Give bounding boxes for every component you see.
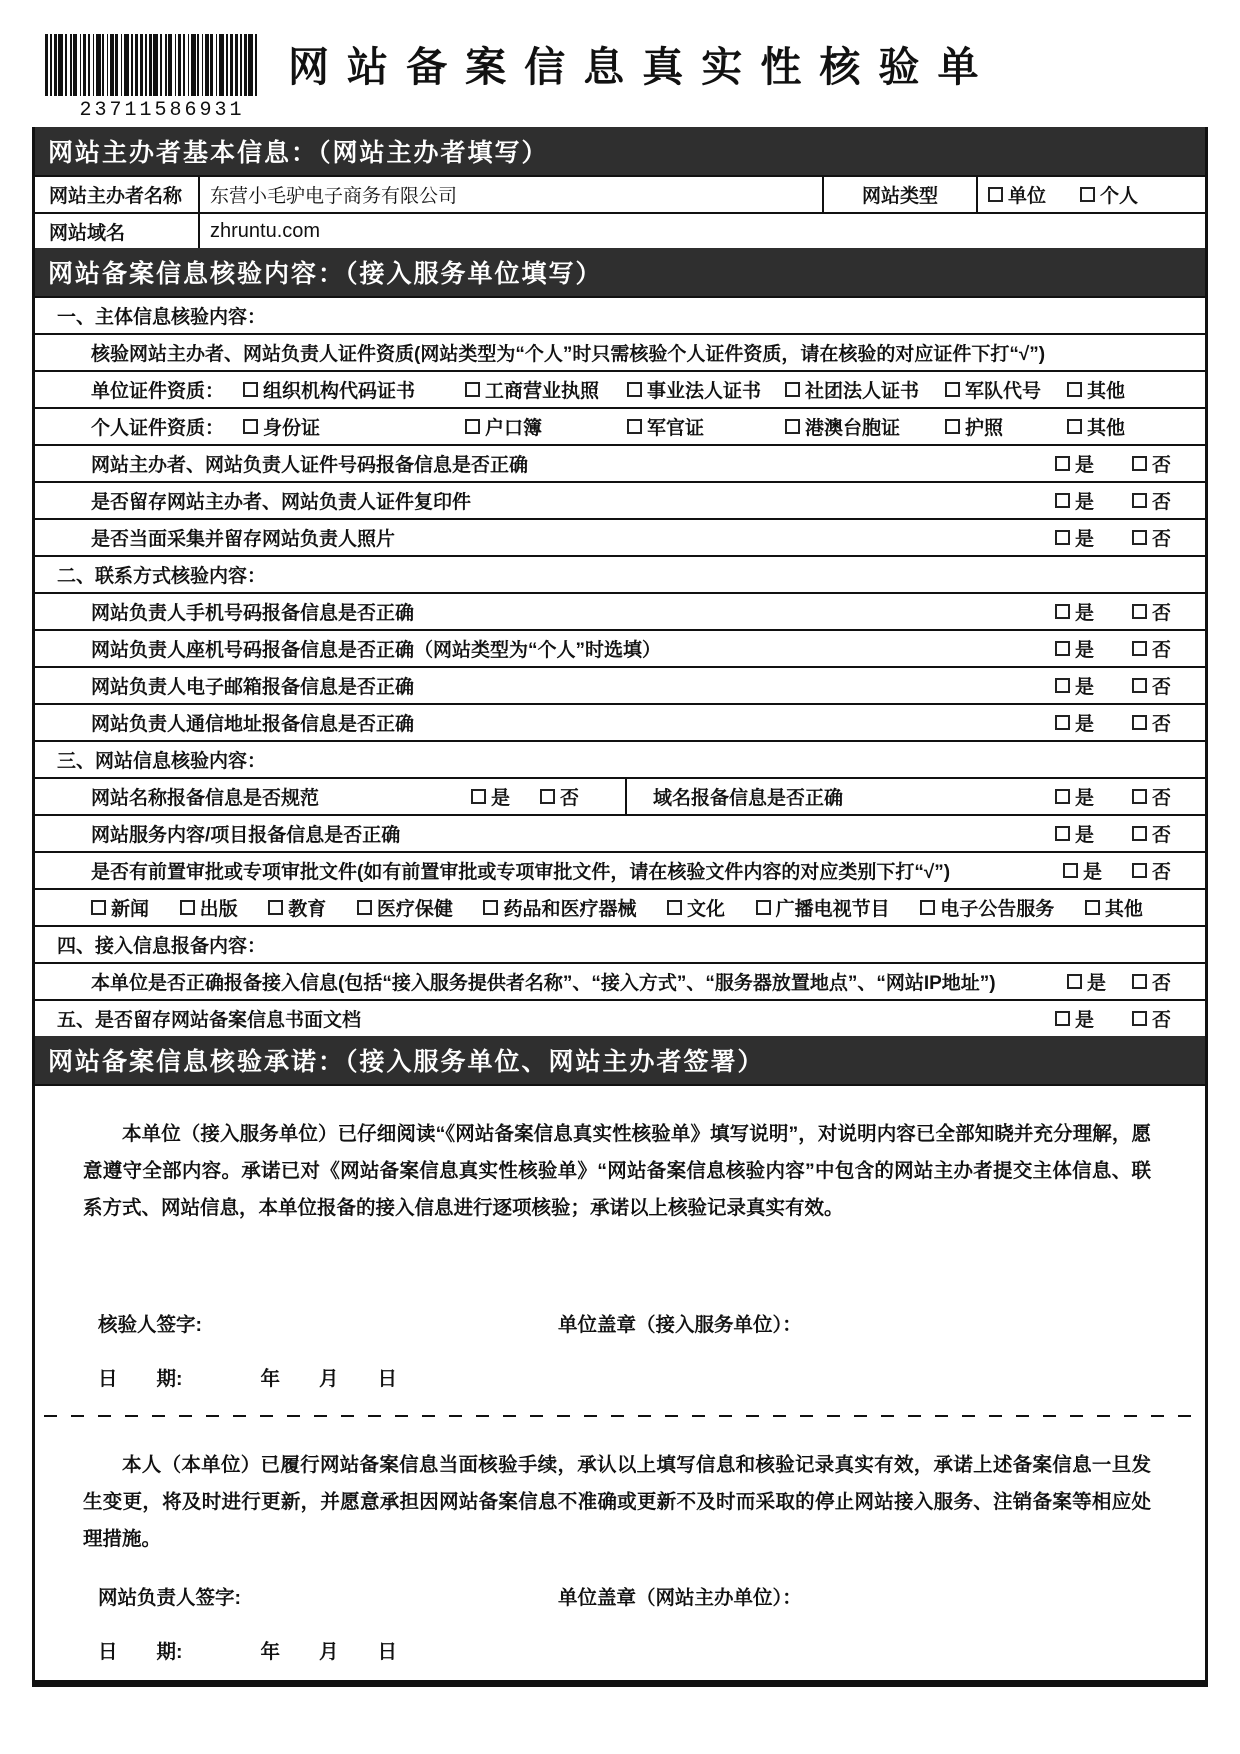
personal-cert-option: 护照 <box>965 418 1004 439</box>
checkbox-yes[interactable] <box>1067 974 1082 989</box>
checkbox-cat-other[interactable] <box>1085 900 1100 915</box>
checkbox-yes[interactable] <box>1055 826 1070 841</box>
question-text: 网站负责人手机号码报备信息是否正确 <box>91 603 415 624</box>
unit-cert-option: 军队代号 <box>965 381 1042 402</box>
question-text: 五、是否留存网站备案信息书面文档 <box>57 1010 362 1031</box>
checkbox-cat-broadcast[interactable] <box>756 900 771 915</box>
checkbox-yes[interactable] <box>471 789 486 804</box>
no-label: 否 <box>1151 1010 1171 1031</box>
category-option: 文化 <box>687 899 726 920</box>
checkbox-unit-cert-social-org[interactable] <box>785 382 800 397</box>
checkbox-cat-pharma[interactable] <box>483 900 498 915</box>
form-header <box>45 28 1208 124</box>
checkbox-no[interactable] <box>1132 456 1147 471</box>
personal-cert-option: 港澳台胞证 <box>805 418 901 439</box>
isp-seal-label[interactable]: 单位盖章（接入服务单位）： <box>558 1314 802 1336</box>
question-text: 是否当面采集并留存网站负责人照片 <box>91 529 396 550</box>
question-text: 网站负责人通信地址报备信息是否正确 <box>91 714 415 735</box>
category-option: 电子公告服务 <box>940 899 1055 920</box>
yes-label: 是 <box>1082 862 1102 883</box>
yes-label: 是 <box>1074 1010 1094 1031</box>
domain-label: 网站域名 <box>49 222 126 244</box>
site-manager-signature-label[interactable]: 网站负责人签字: <box>98 1587 241 1609</box>
site-type-label: 网站类型 <box>822 177 976 212</box>
heading-website-info: 三、网站信息核验内容： <box>35 740 1205 777</box>
no-label: 否 <box>1151 862 1171 883</box>
checkbox-type-unit[interactable] <box>988 187 1003 202</box>
heading-access-info: 四、接入信息报备内容： <box>35 925 1205 962</box>
no-label: 否 <box>1151 492 1171 513</box>
checkbox-unit-cert-org-code[interactable] <box>243 382 258 397</box>
personal-cert-option: 身份证 <box>263 418 321 439</box>
checkbox-unit-cert-institution[interactable] <box>627 382 642 397</box>
unit-cert-option: 工商营业执照 <box>485 381 600 402</box>
site-type-options <box>976 177 1205 212</box>
promise-paragraph-isp: 本单位（接入服务单位）已仔细阅读“《网站备案信息真实性核验单》填写说明”，对说明内容已全部知晓并充分理解，愿意遵守全部内容。承诺已对《网站备案信息真实性核验单》“网站备案信息核验内容”中包含的网站主办者提交主体信息、联系方式、网站信息，本单位报备的接入信息进行逐项核验；承诺以上核验记录真实有效。 <box>83 1123 1151 1219</box>
question-text: 网站主办者、网站负责人证件号码报备信息是否正确 <box>91 455 529 476</box>
no-label: 否 <box>1151 825 1171 846</box>
checkbox-no[interactable] <box>1132 678 1147 693</box>
unit-cert-option: 社团法人证书 <box>805 381 920 402</box>
checkbox-unit-cert-business-license[interactable] <box>465 382 480 397</box>
checkbox-cat-culture[interactable] <box>667 900 682 915</box>
question-text: 网站服务内容/项目报备信息是否正确 <box>91 825 401 846</box>
organizer-name-label: 网站主办者名称 <box>49 186 183 207</box>
no-label: 否 <box>1151 455 1171 476</box>
checkbox-no[interactable] <box>1132 493 1147 508</box>
row-cert-number-correct <box>35 444 1205 481</box>
yes-label: 是 <box>1086 973 1106 994</box>
yes-label: 是 <box>1074 788 1094 809</box>
date-row-site-manager[interactable]: 日 期: 年 月 日 <box>98 1641 397 1663</box>
barcode <box>45 34 261 124</box>
heading-contact-info: 二、联系方式核验内容： <box>35 555 1205 592</box>
question-text: 是否有前置审批或专项审批文件(如有前置审批或专项审批文件，请在核验文件内容的对应类别下打“√”) <box>91 862 951 883</box>
no-label: 否 <box>1151 973 1171 994</box>
checkbox-yes[interactable] <box>1055 530 1070 545</box>
row-mobile-correct <box>35 592 1205 629</box>
checkbox-no[interactable] <box>1132 530 1147 545</box>
personal-cert-option: 军官证 <box>647 418 705 439</box>
question-text: 本单位是否正确报备接入信息(包括“接入服务提供者名称”、“接入方式”、“服务器放置地点”、“网站IP地址”) <box>91 973 996 994</box>
yes-label: 是 <box>1074 825 1094 846</box>
personal-cert-option: 户口簿 <box>485 418 543 439</box>
no-label: 否 <box>1151 788 1171 809</box>
row-pre-approval <box>35 851 1205 888</box>
personal-cert-label: 个人证件资质： <box>91 418 225 439</box>
checkbox-personal-cert-other[interactable] <box>1067 419 1082 434</box>
organizer-seal-label[interactable]: 单位盖章（网站主办单位）： <box>558 1587 802 1609</box>
checkbox-cat-healthcare[interactable] <box>357 900 372 915</box>
unit-cert-option: 组织机构代码证书 <box>263 381 416 402</box>
checkbox-personal-cert-passport[interactable] <box>945 419 960 434</box>
row-landline-correct <box>35 629 1205 666</box>
page-title: 网站备案信息真实性核验单 <box>288 44 997 90</box>
checkbox-yes[interactable] <box>1055 715 1070 730</box>
checkbox-unit-cert-military[interactable] <box>945 382 960 397</box>
row-approval-categories <box>35 888 1205 925</box>
checkbox-yes[interactable] <box>1055 493 1070 508</box>
category-option: 其他 <box>1104 899 1143 920</box>
type-personal-label: 个人 <box>1100 186 1139 207</box>
category-option: 出版 <box>199 899 238 920</box>
no-label: 否 <box>1151 714 1171 735</box>
yes-label: 是 <box>490 788 510 809</box>
checkbox-yes[interactable] <box>1055 789 1070 804</box>
checkbox-yes[interactable] <box>1055 641 1070 656</box>
question-text: 域名报备信息是否正确 <box>653 788 844 809</box>
checkbox-no[interactable] <box>1132 715 1147 730</box>
personal-cert-option: 其他 <box>1087 418 1126 439</box>
unit-cert-option: 其他 <box>1087 381 1126 402</box>
organizer-name-field[interactable]: 东营小毛驴电子商务有限公司 <box>198 177 822 212</box>
checkbox-no[interactable] <box>1132 974 1147 989</box>
question-text: 网站负责人座机号码报备信息是否正确（网站类型为“个人”时选填） <box>91 640 662 661</box>
question-text: 是否留存网站主办者、网站负责人证件复印件 <box>91 492 472 513</box>
checkbox-cat-publishing[interactable] <box>180 900 195 915</box>
no-label: 否 <box>1151 640 1171 661</box>
signature-row-site-manager <box>98 1582 1205 1610</box>
dashed-divider <box>44 1415 1196 1417</box>
checkbox-personal-cert-hmt[interactable] <box>785 419 800 434</box>
checkbox-cat-news[interactable] <box>91 900 106 915</box>
yes-label: 是 <box>1074 640 1094 661</box>
no-label: 否 <box>1151 603 1171 624</box>
signature-row-verifier <box>98 1309 1205 1337</box>
checkbox-yes[interactable] <box>1055 678 1070 693</box>
row-retention-doc <box>35 999 1205 1036</box>
section-bar-verify-content: 网站备案信息核验内容：（接入服务单位填写） <box>35 248 1205 296</box>
row-cert-note: 核验网站主办者、网站负责人证件资质(网站类型为“个人”时只需核验个人证件资质，请在核验的对应证件下打“√”) <box>35 333 1205 370</box>
category-option: 广播电视节目 <box>775 899 890 920</box>
row-personal-certs <box>35 407 1205 444</box>
verifier-signature-label[interactable]: 核验人签字: <box>98 1314 202 1336</box>
domain-field[interactable]: zhruntu.com <box>198 214 1205 248</box>
question-text: 网站负责人电子邮箱报备信息是否正确 <box>91 677 415 698</box>
domain-check-cell <box>625 779 1205 814</box>
checkbox-no[interactable] <box>1132 1011 1147 1026</box>
yes-label: 是 <box>1074 455 1094 476</box>
promise-section <box>35 1084 1205 1680</box>
row-unit-certs <box>35 370 1205 407</box>
checkbox-personal-cert-hukou[interactable] <box>465 419 480 434</box>
row-email-correct <box>35 666 1205 703</box>
checkbox-no[interactable] <box>1132 826 1147 841</box>
section-bar-basic-info: 网站主办者基本信息：（网站主办者填写） <box>35 127 1205 175</box>
section-bar-promise: 网站备案信息核验承诺：（接入服务单位、网站主办者签署） <box>35 1036 1205 1084</box>
barcode-number: 23711586931 <box>79 99 245 122</box>
checkbox-no[interactable] <box>1132 789 1147 804</box>
checkbox-no[interactable] <box>1132 604 1147 619</box>
unit-cert-label: 单位证件资质： <box>91 381 225 402</box>
type-unit-label: 单位 <box>1008 186 1047 207</box>
promise-paragraph-organizer: 本人（本单位）已履行网站备案信息当面核验手续，承认以上填写信息和核验记录真实有效，承诺上述备案信息一旦发生变更，将及时进行更新，并愿意承担因网站备案信息不准确或更新不及时而采取的停止网站接入服务、注销备案等相应处理措施。 <box>83 1454 1151 1550</box>
checkbox-cat-education[interactable] <box>268 900 283 915</box>
category-option: 教育 <box>288 899 327 920</box>
checkbox-personal-cert-officer[interactable] <box>627 419 642 434</box>
row-name-domain-check <box>35 777 1205 814</box>
row-photo-collected <box>35 518 1205 555</box>
heading-subject-info: 一、主体信息核验内容： <box>35 296 1205 333</box>
no-label: 否 <box>559 788 579 809</box>
checkbox-unit-cert-other[interactable] <box>1067 382 1082 397</box>
checkbox-no[interactable] <box>1132 863 1147 878</box>
checkbox-no[interactable] <box>540 789 555 804</box>
form-table <box>32 127 1208 1687</box>
row-access-info-correct <box>35 962 1205 999</box>
row-organizer-name <box>35 175 1205 212</box>
category-option: 新闻 <box>111 899 150 920</box>
checkbox-yes[interactable] <box>1055 1011 1070 1026</box>
yes-label: 是 <box>1074 714 1094 735</box>
no-label: 否 <box>1151 529 1171 550</box>
site-name-check-cell <box>35 779 625 814</box>
yes-label: 是 <box>1074 677 1094 698</box>
category-option: 药品和医疗器械 <box>503 899 637 920</box>
checkbox-type-personal[interactable] <box>1080 187 1095 202</box>
yes-label: 是 <box>1074 603 1094 624</box>
category-option: 医疗保健 <box>376 899 453 920</box>
checkbox-cat-bbs[interactable] <box>920 900 935 915</box>
yes-label: 是 <box>1074 529 1094 550</box>
checkbox-yes[interactable] <box>1055 456 1070 471</box>
checkbox-yes[interactable] <box>1055 604 1070 619</box>
checkbox-no[interactable] <box>1132 641 1147 656</box>
row-address-correct <box>35 703 1205 740</box>
checkbox-personal-cert-id[interactable] <box>243 419 258 434</box>
checkbox-yes[interactable] <box>1063 863 1078 878</box>
row-cert-copy-kept <box>35 481 1205 518</box>
row-service-content-correct <box>35 814 1205 851</box>
no-label: 否 <box>1151 677 1171 698</box>
row-domain <box>35 212 1205 248</box>
date-row-verifier[interactable]: 日 期: 年 月 日 <box>98 1368 397 1390</box>
barcode-bars-icon <box>45 34 261 96</box>
unit-cert-option: 事业法人证书 <box>647 381 762 402</box>
question-text: 网站名称报备信息是否规范 <box>91 788 320 809</box>
yes-label: 是 <box>1074 492 1094 513</box>
